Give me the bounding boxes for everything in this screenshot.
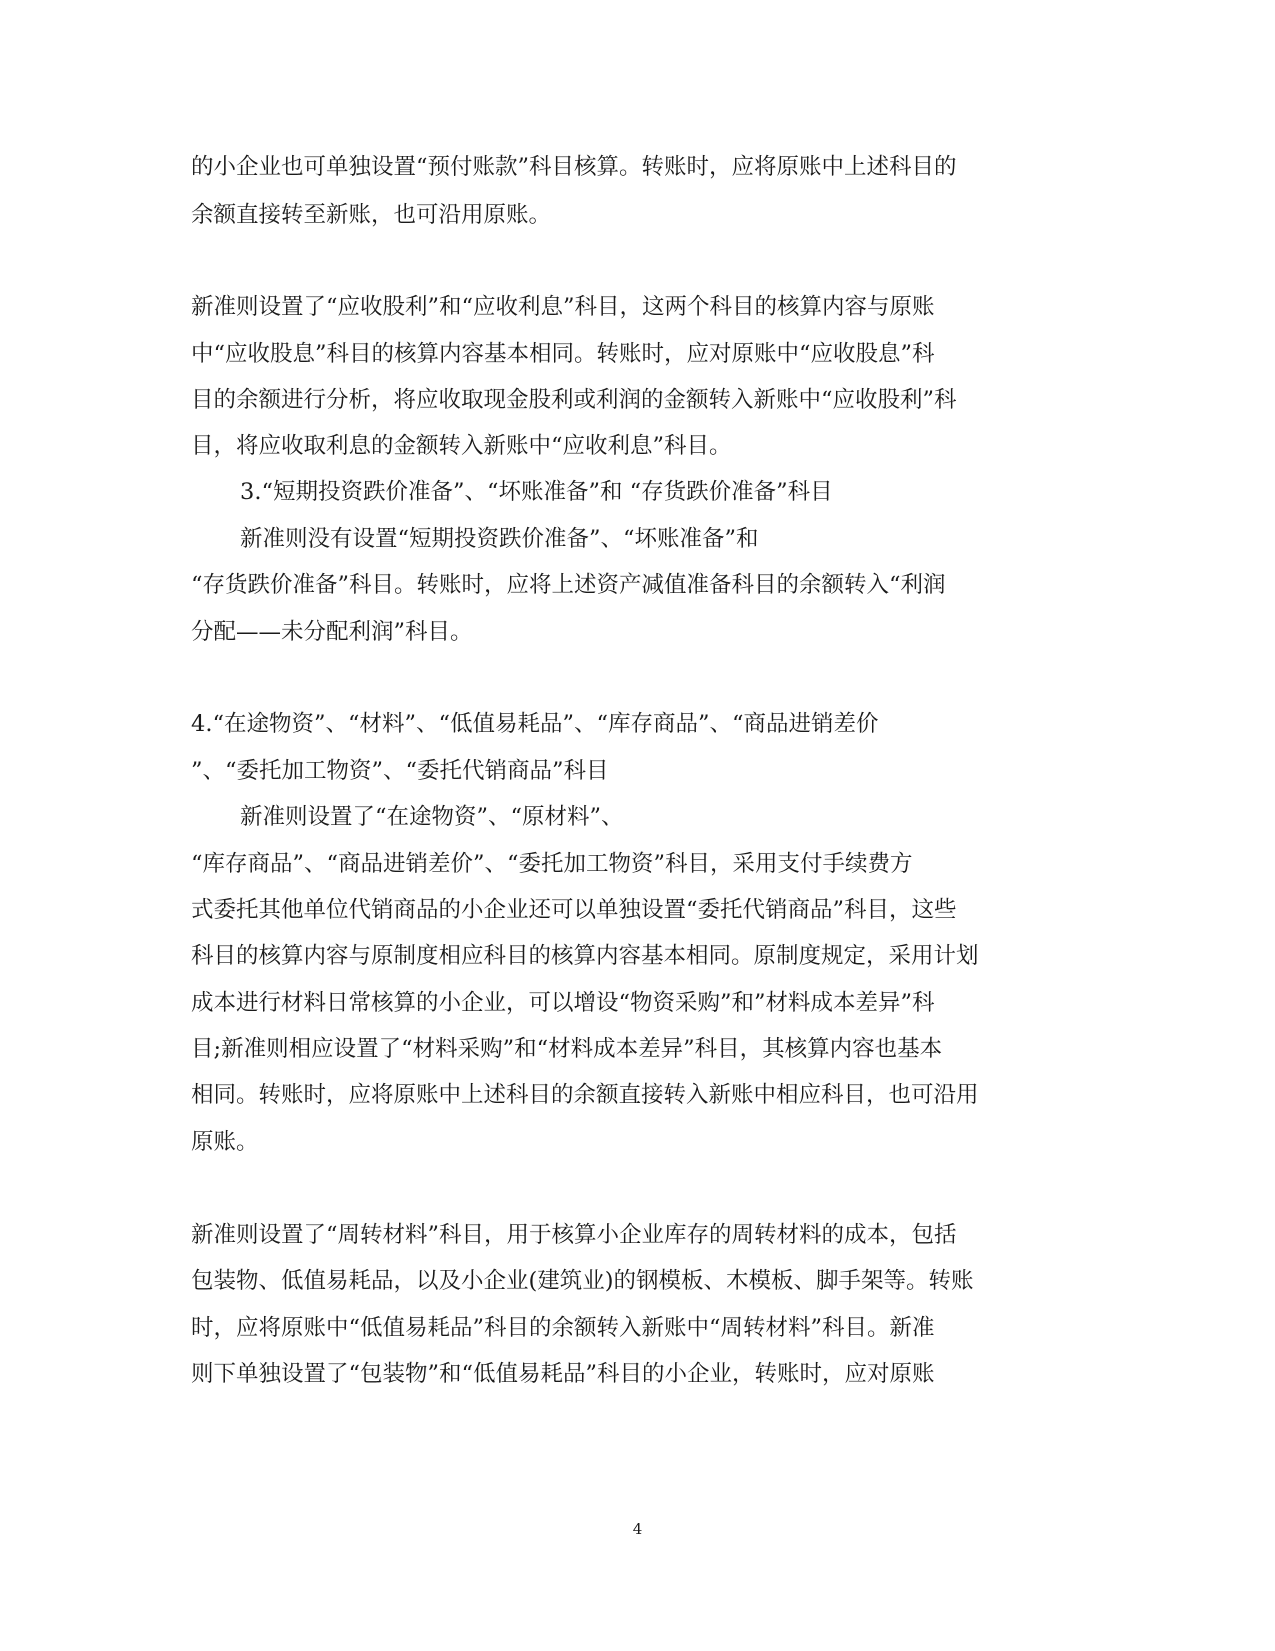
text-line: 成本进行材料日常核算的小企业，可以增设“物资采购”和”材料成本差异”科 xyxy=(191,990,935,1016)
text-line: “库存商品”、“商品进销差价”、“委托加工物资”科目，采用支付手续费方 xyxy=(191,851,913,877)
text-line: 余额直接转至新账，也可沿用原账。 xyxy=(191,202,552,228)
text-line: 目的余额进行分析，将应收取现金股利或利润的金额转入新账中“应收股利”科 xyxy=(191,387,957,413)
text-line: 式委托其他单位代销商品的小企业还可以单独设置“委托代销商品”科目，这些 xyxy=(191,897,957,923)
text-line: 分配——未分配利润”科目。 xyxy=(191,619,473,645)
section-heading: ”、“委托加工物资”、“委托代销商品”科目 xyxy=(191,758,609,784)
text-line: 新准则设置了“在途物资”、“原材料”、 xyxy=(240,804,624,830)
section-heading: 3.“短期投资跌价准备”、“坏账准备”和 “存货跌价准备”科目 xyxy=(240,479,833,505)
text-line: 新准则设置了“应收股利”和“应收利息”科目，这两个科目的核算内容与原账 xyxy=(191,294,935,320)
text-line: 则下单独设置了“包装物”和“低值易耗品”科目的小企业，转账时，应对原账 xyxy=(191,1361,935,1387)
text-line: 目，将应收取利息的金额转入新账中“应收利息”科目。 xyxy=(191,433,732,459)
text-line: 的小企业也可单独设置“预付账款”科目核算。转账时，应将原账中上述科目的 xyxy=(191,154,957,180)
section-heading: 4.“在途物资”、“材料”、“低值易耗品”、“库存商品”、“商品进销差价 xyxy=(191,711,879,737)
text-line: 相同。转账时，应将原账中上述科目的余额直接转入新账中相应科目，也可沿用 xyxy=(191,1082,979,1108)
text-line: 目;新准则相应设置了“材料采购”和“材料成本差异”科目，其核算内容也基本 xyxy=(191,1036,943,1062)
text-line: 中“应收股息”科目的核算内容基本相同。转账时，应对原账中“应收股息”科 xyxy=(191,341,935,367)
text-line: 时，应将原账中“低值易耗品”科目的余额转入新账中“周转材料”科目。新准 xyxy=(191,1315,935,1341)
text-line: 科目的核算内容与原制度相应科目的核算内容基本相同。原制度规定，采用计划 xyxy=(191,943,979,969)
text-line: 新准则设置了“周转材料”科目，用于核算小企业库存的周转材料的成本，包括 xyxy=(191,1222,957,1248)
text-line: 包装物、低值易耗品，以及小企业(建筑业)的钢模板、木模板、脚手架等。转账 xyxy=(191,1268,974,1294)
text-line: 原账。 xyxy=(191,1129,259,1155)
page-number: 4 xyxy=(632,1520,643,1538)
text-line: 新准则没有设置“短期投资跌价准备”、“坏账准备”和 xyxy=(240,526,759,552)
text-line: “存货跌价准备”科目。转账时，应将上述资产减值准备科目的余额转入“利润 xyxy=(191,572,946,598)
